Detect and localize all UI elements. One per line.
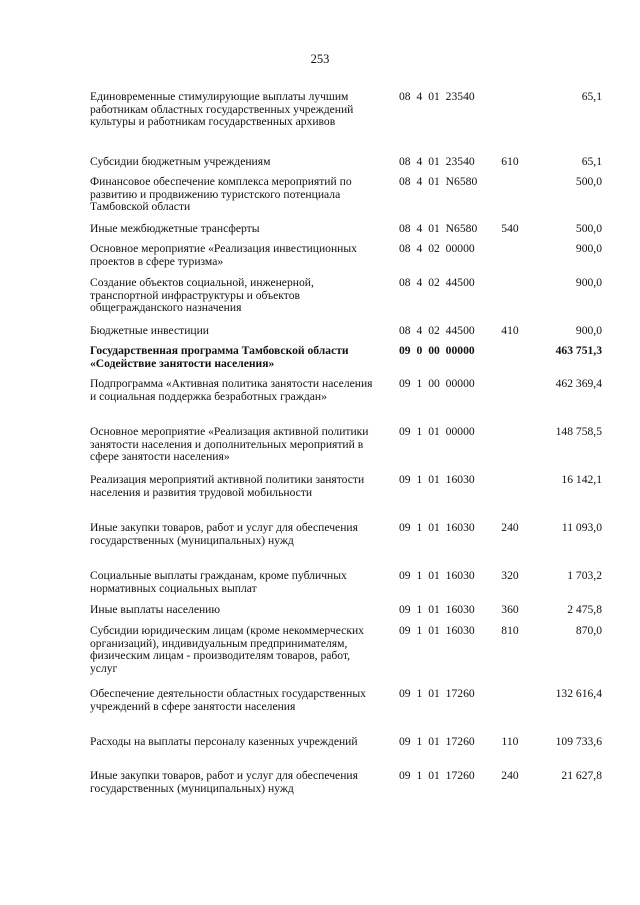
row-amount: 65,1 [581,155,602,168]
row-amount: 900,0 [575,276,602,289]
row-code: 09 1 01 16030 [399,473,475,486]
row-amount: 900,0 [575,242,602,255]
row-code: 08 4 02 44500 [399,324,475,337]
row-amount: 21 627,8 [561,769,602,782]
row-expense-type: 240 [501,769,519,782]
row-amount: 1 703,2 [567,569,602,582]
row-amount: 870,0 [575,624,602,637]
row-amount: 2 475,8 [567,603,602,616]
row-code: 09 1 01 16030 [399,624,475,637]
row-description: Субсидии бюджетным учреждениям [90,155,271,168]
row-expense-type: 360 [501,603,519,616]
row-amount: 148 758,5 [555,425,602,438]
row-amount: 500,0 [575,222,602,235]
row-description: Расходы на выплаты персоналу казенных учреждений [90,735,358,748]
row-amount: 500,0 [575,175,602,188]
row-amount: 65,1 [581,90,602,103]
row-code: 08 4 01 N6580 [399,175,478,188]
row-description: Реализация мероприятий активной политики занятости населения и развития трудовой мобильности [90,473,365,499]
row-description: Создание объектов социальной, инженерной, транспортной инфраструктуры и объектов общегражданского назначения [90,276,314,315]
page-number: 253 [310,52,330,66]
row-code: 08 4 01 23540 [399,155,475,168]
row-description: Иные межбюджетные трансферты [90,222,260,235]
row-code: 09 1 01 16030 [399,521,475,534]
row-code: 08 4 01 N6580 [399,222,478,235]
row-code: 09 1 01 00000 [399,425,475,438]
row-description: Социальные выплаты гражданам, кроме публичных нормативных социальных выплат [90,569,347,595]
row-amount: 900,0 [575,324,602,337]
row-description: Государственная программа Тамбовской области «Содействие занятости населения» [90,344,349,370]
row-amount: 463 751,3 [555,344,602,357]
row-amount: 462 369,4 [555,377,602,390]
row-description: Основное мероприятие «Реализация инвестиционных проектов в сфере туризма» [90,242,357,268]
row-code: 09 1 01 16030 [399,603,475,616]
row-expense-type: 110 [501,735,519,748]
row-description: Субсидии юридическим лицам (кроме некоммерческих организаций), индивидуальным предпринимателям, физическим лицам - производителям товаров, работ, услуг [90,624,364,675]
row-code: 09 1 00 00000 [399,377,475,390]
row-code: 08 4 02 44500 [399,276,475,289]
row-code: 09 1 01 17260 [399,769,475,782]
row-expense-type: 410 [501,324,519,337]
row-code: 08 4 02 00000 [399,242,475,255]
row-description: Иные выплаты населению [90,603,221,616]
row-amount: 11 093,0 [561,521,602,534]
row-code: 09 1 01 17260 [399,735,475,748]
row-expense-type: 320 [501,569,519,582]
row-description: Бюджетные инвестиции [90,324,210,337]
row-code: 09 0 00 00000 [399,344,475,357]
row-description: Подпрограмма «Активная политика занятости населения и социальная поддержка безработных граждан» [90,377,373,403]
row-expense-type: 810 [501,624,519,637]
row-expense-type: 610 [501,155,519,168]
row-description: Единовременные стимулирующие выплаты лучшим работникам областных государственных учреждений культуры и работникам государственных архивов [90,90,354,129]
row-description: Обеспечение деятельности областных государственных учреждений в сфере занятости населения [90,687,366,713]
row-description: Иные закупки товаров, работ и услуг для обеспечения государственных (муниципальных) нужд [90,521,358,547]
row-amount: 109 733,6 [555,735,602,748]
row-code: 09 1 01 16030 [399,569,475,582]
row-expense-type: 540 [501,222,519,235]
row-description: Основное мероприятие «Реализация активной политики занятости населения и дополнительных мероприятий в сфере занятости населения» [90,425,369,464]
row-amount: 132 616,4 [555,687,602,700]
row-code: 08 4 01 23540 [399,90,475,103]
row-expense-type: 240 [501,521,519,534]
row-amount: 16 142,1 [561,473,602,486]
row-description: Иные закупки товаров, работ и услуг для обеспечения государственных (муниципальных) нужд [90,769,358,795]
row-description: Финансовое обеспечение комплекса мероприятий по развитию и продвижению туристского потенциала Тамбовской области [90,175,352,214]
row-code: 09 1 01 17260 [399,687,475,700]
